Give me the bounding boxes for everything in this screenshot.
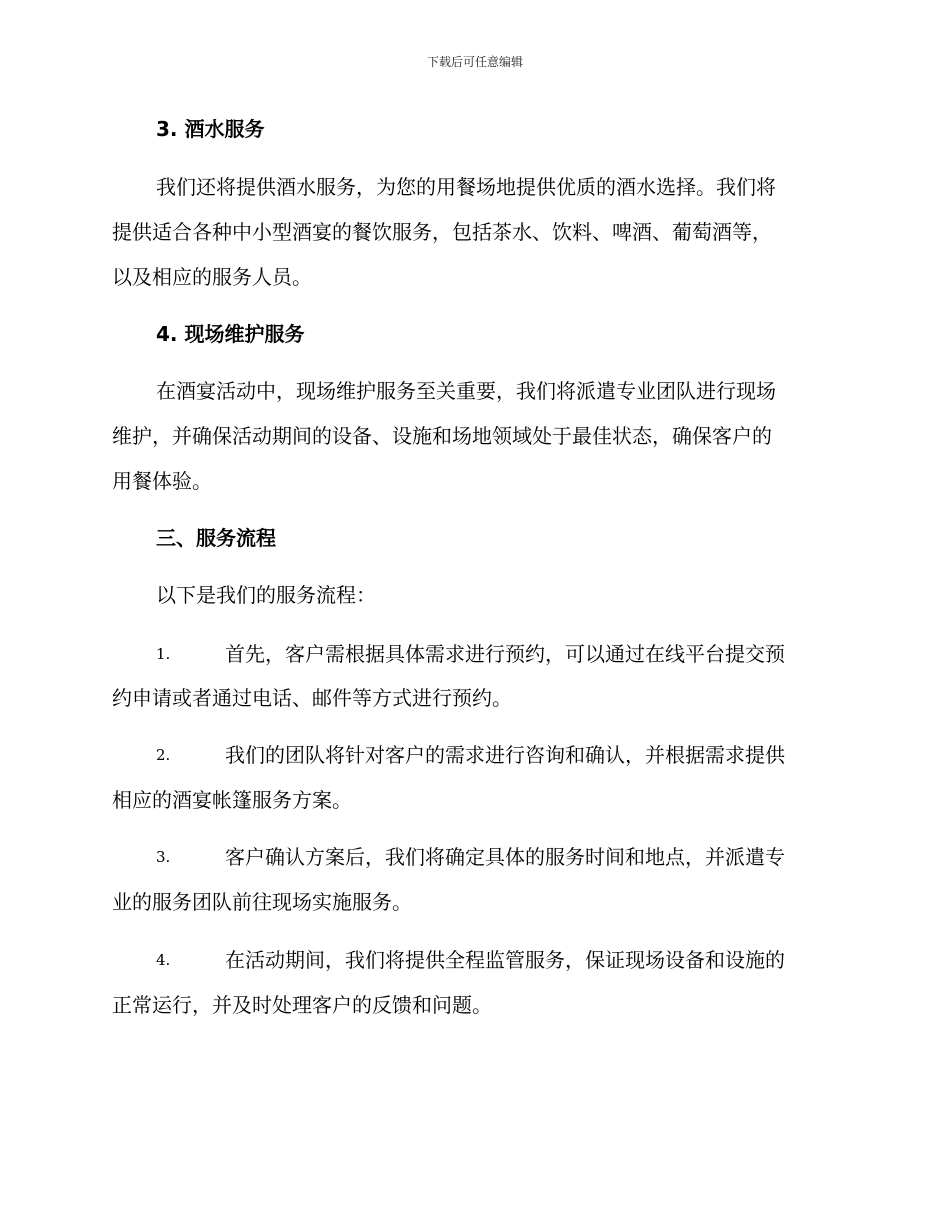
- list-item-text: 在活动期间，我们将提供全程监管服务，保证现场设备和设施的: [225, 948, 785, 972]
- list-item-text: 客户确认方案后，我们将确定具体的服务时间和地点，并派遣专: [225, 845, 785, 869]
- section-heading-drinks: 3. 酒水服务: [156, 117, 265, 141]
- paragraph-line: 我们还将提供酒水服务，为您的用餐场地提供优质的酒水选择。我们将: [156, 175, 776, 199]
- page-header: 下载后可任意编辑: [426, 55, 523, 69]
- paragraph-line: 用餐体验。: [112, 469, 212, 493]
- paragraph-line: 以及相应的服务人员。: [112, 265, 312, 289]
- list-item-text: 我们的团队将针对客户的需求进行咨询和确认，并根据需求提供: [225, 743, 785, 767]
- paragraph-line: 维护，并确保活动期间的设备、设施和场地领域处于最佳状态，确保客户的: [112, 424, 772, 448]
- list-item-number: 1.: [156, 645, 171, 663]
- process-intro: 以下是我们的服务流程：: [156, 583, 376, 607]
- paragraph-line: 在酒宴活动中，现场维护服务至关重要，我们将派遣专业团队进行现场: [156, 379, 776, 403]
- section-heading-onsite: 4. 现场维护服务: [156, 322, 305, 346]
- list-item-text: 首先，客户需根据具体需求进行预约，可以通过在线平台提交预: [225, 642, 785, 666]
- list-item-number: 3.: [156, 848, 171, 866]
- list-item-text: 正常运行，并及时处理客户的反馈和问题。: [112, 993, 492, 1017]
- list-item-number: 2.: [156, 746, 171, 764]
- paragraph-line: 提供适合各种中小型酒宴的餐饮服务，包括茶水、饮料、啤酒、葡萄酒等，: [112, 220, 772, 244]
- list-item-text: 业的服务团队前往现场实施服务。: [112, 890, 412, 914]
- list-item-text: 约申请或者通过电话、邮件等方式进行预约。: [112, 686, 512, 710]
- section-heading-process: 三、服务流程: [156, 526, 276, 550]
- list-item-text: 相应的酒宴帐篷服务方案。: [112, 788, 352, 812]
- list-item-number: 4.: [156, 951, 171, 969]
